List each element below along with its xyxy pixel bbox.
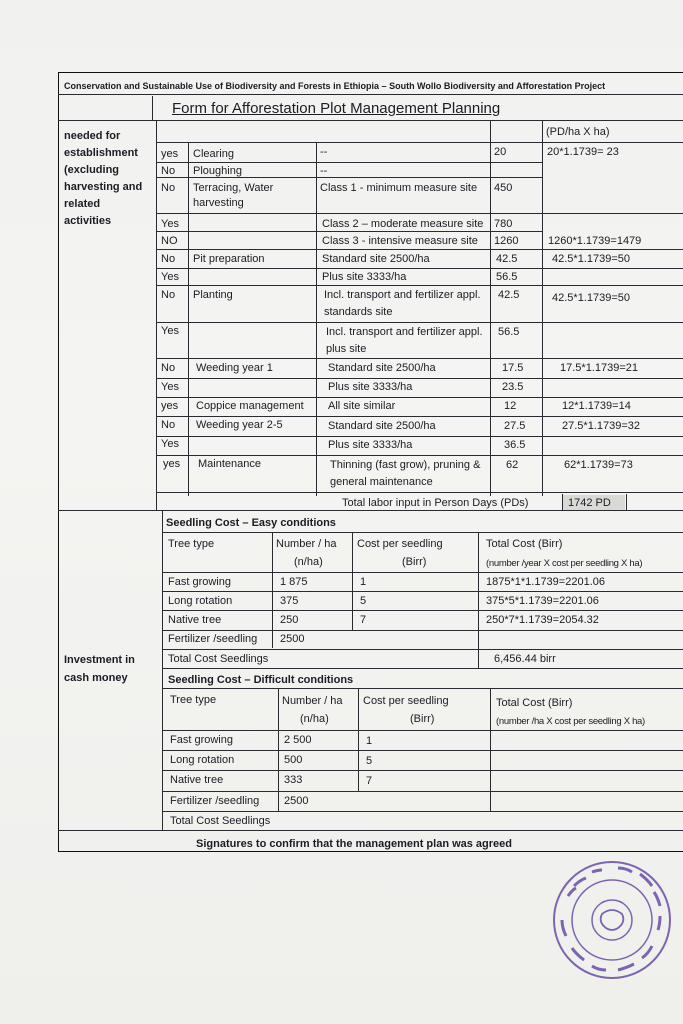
easy-tree: Fertilizer /seedling — [168, 633, 258, 645]
detail-cell: Standard site 2500/ha — [328, 362, 436, 374]
difficult-tree: Long rotation — [170, 754, 235, 766]
activity-cell: harvesting — [193, 197, 244, 209]
calc-cell: 42.5*1.1739=50 — [552, 253, 630, 265]
calc-cell: 62*1.1739=73 — [564, 459, 633, 471]
activity-cell: Clearing — [193, 148, 234, 160]
easy-header-number-unit: (n/ha) — [294, 556, 323, 568]
signatures-label: Signatures to confirm that the management plan was agreed — [196, 838, 513, 850]
calc-cell: 20*1.1739= 23 — [547, 146, 619, 158]
yn-cell: yes — [163, 458, 181, 470]
easy-cost: 1 — [360, 576, 367, 588]
project-name: Conservation and Sustainable Use of Biodiversity and Forests in Ethiopia – South Wollo Biodiversity and Afforestation Project — [64, 81, 606, 91]
difficult-header-number-unit: (n/ha) — [300, 713, 329, 725]
total-labor-label: Total labor input in Person Days (PDs) — [342, 497, 529, 509]
activity-cell: Pit preparation — [193, 253, 265, 265]
total-labor-value: 1742 PD — [568, 497, 611, 509]
detail-cell: Plus site 3333/ha — [328, 381, 413, 393]
difficult-header-cost: Cost per seedling — [363, 695, 449, 707]
activity-cell: Weeding year 2-5 — [196, 419, 283, 431]
pd-cell: 12 — [504, 400, 517, 412]
calc-cell: 12*1.1739=14 — [562, 400, 631, 412]
difficult-tree: Fertilizer /seedling — [170, 795, 260, 807]
detail-cell: -- — [320, 165, 328, 177]
label-needed-5: related — [64, 198, 101, 210]
easy-total-label: Total Cost Seedlings — [168, 653, 269, 665]
easy-tree: Long rotation — [168, 595, 233, 607]
easy-total: 250*7*1.1739=2054.32 — [486, 614, 599, 626]
yn-cell: Yes — [161, 438, 179, 450]
difficult-number: 333 — [284, 774, 303, 786]
difficult-header-tree: Tree type — [170, 694, 217, 706]
difficult-header-number: Number / ha — [282, 695, 343, 707]
detail-cell: plus site — [326, 343, 367, 355]
difficult-cost: 7 — [366, 775, 373, 787]
activity-cell: Weeding year 1 — [196, 362, 273, 374]
easy-cost: 7 — [360, 614, 367, 626]
activity-cell: Planting — [193, 289, 233, 301]
calc-cell: 42.5*1.1739=50 — [552, 292, 630, 304]
easy-title: Seedling Cost – Easy conditions — [166, 517, 336, 529]
pd-cell: 36.5 — [504, 439, 526, 451]
easy-header-cost: Cost per seedling — [357, 538, 443, 550]
difficult-header-cost-unit: (Birr) — [410, 713, 435, 725]
detail-cell: Class 2 – moderate measure site — [322, 218, 484, 230]
pd-cell: 780 — [494, 218, 513, 230]
label-needed-2: establishment — [64, 147, 138, 159]
label-needed-1: needed for — [64, 130, 121, 142]
easy-tree: Native tree — [168, 614, 222, 626]
difficult-title: Seedling Cost – Difficult conditions — [168, 674, 354, 686]
easy-tree: Fast growing — [168, 576, 231, 588]
easy-number: 1 875 — [280, 576, 308, 588]
activity-cell: Terracing, Water — [193, 182, 274, 194]
yn-cell: No — [161, 165, 176, 177]
easy-total: 1875*1*1.1739=2201.06 — [486, 576, 605, 588]
pd-cell: 27.5 — [504, 420, 526, 432]
pd-cell: 62 — [506, 459, 519, 471]
label-investment-2: cash money — [64, 672, 128, 684]
pd-cell: 42.5 — [496, 253, 518, 265]
easy-header-total-note: (number /year X cost per seedling X ha) — [486, 558, 643, 569]
detail-cell: Plus site 3333/ha — [328, 439, 413, 451]
pd-cell: 20 — [494, 146, 507, 158]
yn-cell: No — [161, 253, 176, 265]
detail-cell: standards site — [324, 306, 393, 318]
yn-cell: No — [161, 182, 176, 194]
easy-number: 375 — [280, 595, 299, 607]
detail-cell: Class 1 - minimum measure site — [320, 182, 478, 194]
label-investment-1: Investment in — [64, 654, 135, 666]
pd-cell: 17.5 — [502, 362, 524, 374]
detail-cell: Incl. transport and fertilizer appl. — [326, 326, 483, 338]
detail-cell: Incl. transport and fertilizer appl. — [324, 289, 481, 301]
activity-cell: Ploughing — [193, 165, 242, 177]
official-stamp — [548, 856, 676, 984]
label-needed-4: harvesting and — [64, 181, 143, 193]
difficult-total-label: Total Cost Seedlings — [170, 815, 271, 827]
difficult-cost: 5 — [366, 755, 373, 767]
label-needed-6: activities — [64, 215, 112, 227]
pd-cell: 1260 — [494, 235, 519, 247]
yn-cell: Yes — [161, 271, 179, 283]
difficult-header-total-note: (number /ha X cost per seedling X ha) — [496, 716, 645, 727]
calc-cell: 17.5*1.1739=21 — [560, 362, 638, 374]
detail-cell: All site similar — [328, 400, 396, 412]
col-header-pdha: (PD/ha X ha) — [546, 126, 610, 138]
pd-cell: 450 — [494, 182, 513, 194]
yn-cell: No — [161, 362, 176, 374]
easy-header-total: Total Cost (Birr) — [486, 538, 563, 550]
pd-cell: 23.5 — [502, 381, 524, 393]
yn-cell: Yes — [161, 325, 179, 337]
detail-cell: Standard site 2500/ha — [322, 253, 430, 265]
yn-cell: No — [161, 419, 176, 431]
yn-cell: yes — [161, 400, 179, 412]
form-title: Form for Afforestation Plot Management Planning — [172, 100, 501, 117]
easy-header-number: Number / ha — [276, 538, 337, 550]
difficult-tree: Native tree — [170, 774, 224, 786]
easy-header-cost-unit: (Birr) — [402, 556, 427, 568]
detail-cell: Plus site 3333/ha — [322, 271, 407, 283]
easy-number: 250 — [280, 614, 299, 626]
easy-total-value: 6,456.44 birr — [494, 653, 556, 665]
detail-cell: Thinning (fast grow), pruning & — [330, 459, 481, 471]
difficult-tree: Fast growing — [170, 734, 233, 746]
difficult-number: 500 — [284, 754, 303, 766]
calc-cell: 1260*1.1739=1479 — [548, 235, 642, 247]
easy-cost: 5 — [360, 595, 367, 607]
difficult-number: 2500 — [284, 795, 309, 807]
yn-cell: yes — [161, 148, 179, 160]
easy-number: 2500 — [280, 633, 305, 645]
yn-cell: NO — [161, 235, 178, 247]
yn-cell: Yes — [161, 218, 179, 230]
activity-cell: Maintenance — [198, 458, 261, 470]
pd-cell: 42.5 — [498, 289, 520, 301]
pd-cell: 56.5 — [498, 326, 520, 338]
detail-cell: -- — [320, 146, 328, 158]
detail-cell: Class 3 - intensive measure site — [322, 235, 478, 247]
yn-cell: No — [161, 289, 176, 301]
detail-cell: general maintenance — [330, 476, 433, 488]
difficult-number: 2 500 — [284, 734, 312, 746]
detail-cell: Standard site 2500/ha — [328, 420, 436, 432]
activity-cell: Coppice management — [196, 400, 304, 412]
difficult-header-total: Total Cost (Birr) — [496, 697, 573, 709]
label-needed-3: (excluding — [64, 164, 120, 176]
easy-total: 375*5*1.1739=2201.06 — [486, 595, 599, 607]
yn-cell: Yes — [161, 381, 179, 393]
calc-cell: 27.5*1.1739=32 — [562, 420, 640, 432]
easy-header-tree: Tree type — [168, 538, 215, 550]
pd-cell: 56.5 — [496, 271, 518, 283]
difficult-cost: 1 — [366, 735, 373, 747]
